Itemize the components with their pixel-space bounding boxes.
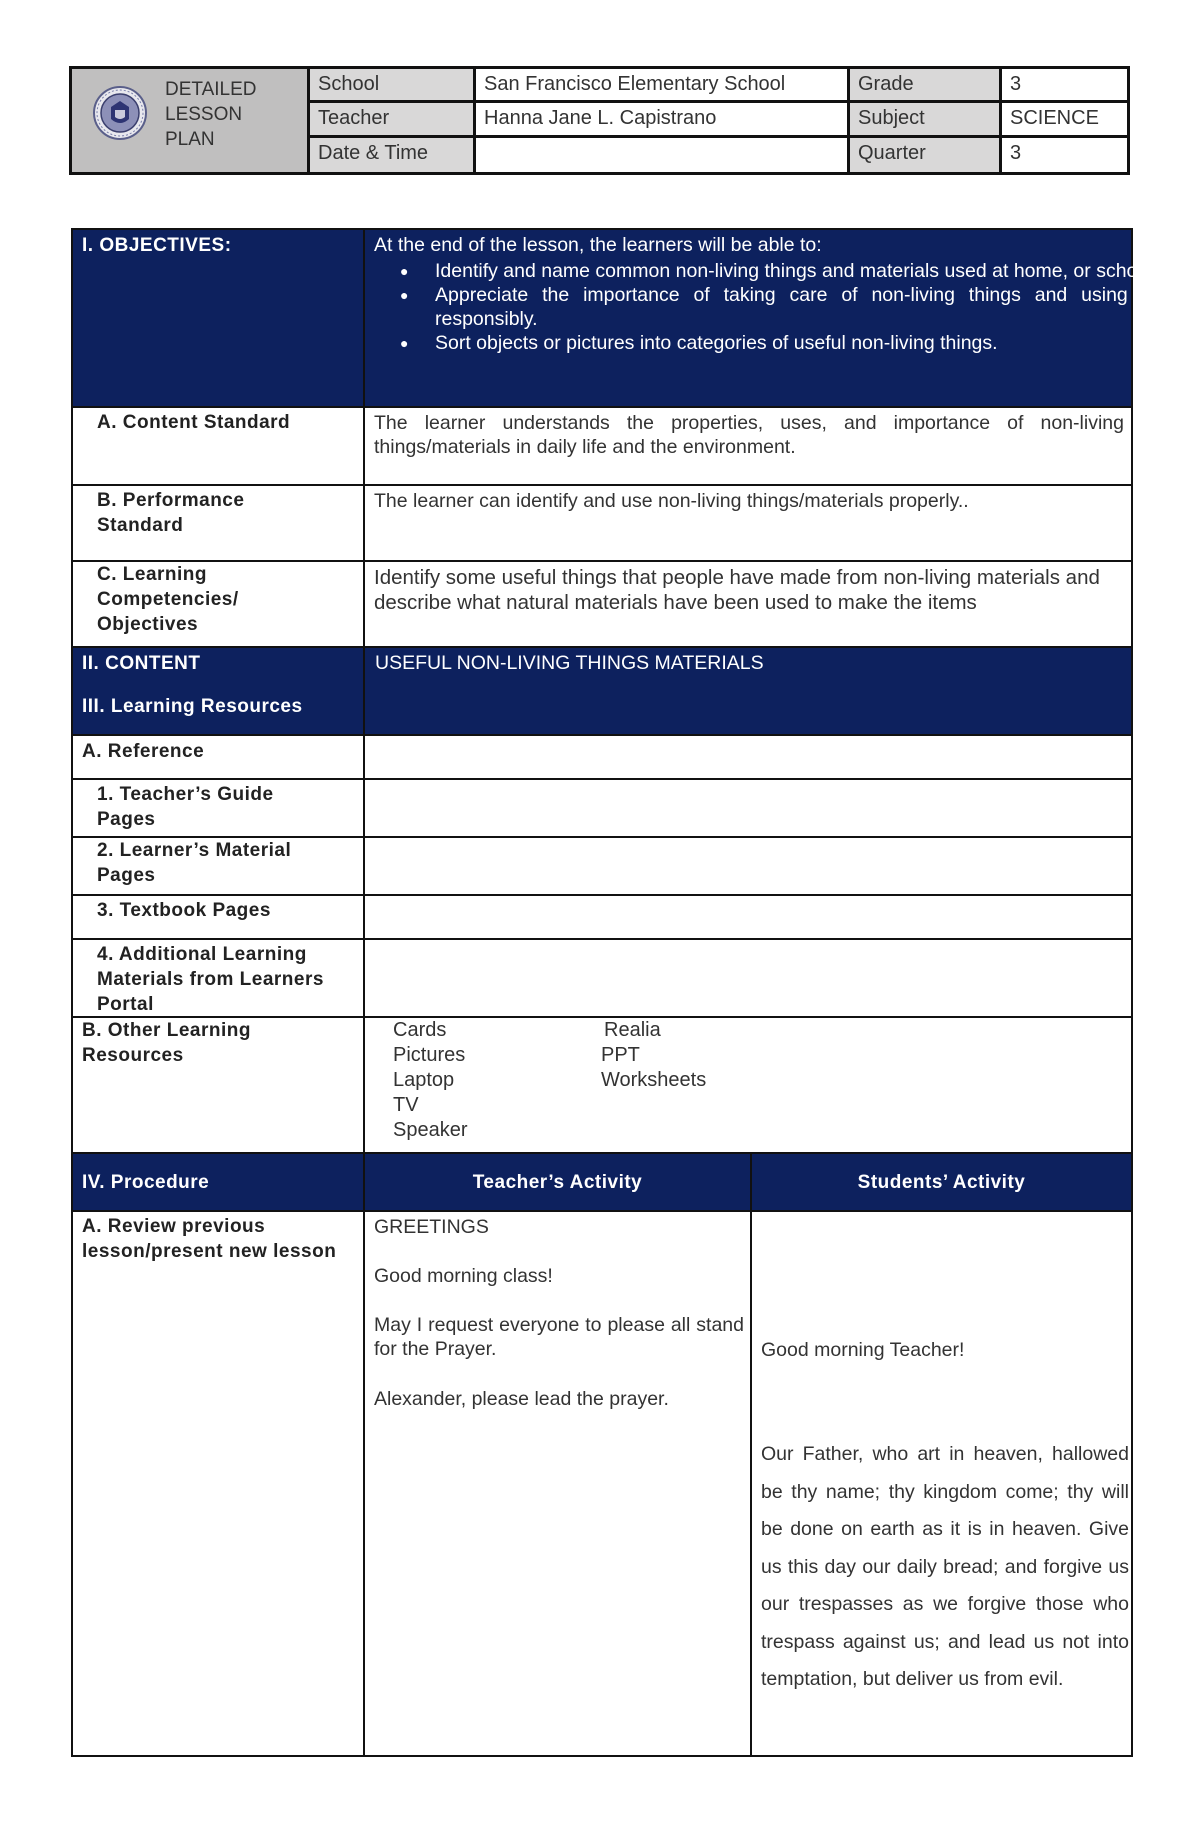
review-row xyxy=(73,1212,1131,1755)
performance-standard-cell xyxy=(365,486,1131,560)
competencies-label-cell xyxy=(73,562,365,646)
teacher-good-morning: Good morning class! xyxy=(374,1265,553,1287)
students-activity-header: Students’ Activity xyxy=(857,1172,1026,1193)
subject-value: SCIENCE xyxy=(999,103,1127,138)
learning-resources-label: III. Learning Resources xyxy=(82,696,303,717)
resource-item: Pictures xyxy=(393,1044,466,1066)
content-value: USEFUL NON-LIVING THINGS MATERIALS xyxy=(375,652,764,674)
grade-value: 3 xyxy=(999,69,1127,103)
label-line: B. Performance xyxy=(97,490,245,511)
competencies-cell xyxy=(365,562,1131,646)
additional-materials-cell xyxy=(365,940,1131,1016)
review-label-cell xyxy=(73,1212,365,1755)
objectives-label: I. OBJECTIVES: xyxy=(82,235,232,256)
other-resources-cell xyxy=(365,1018,1131,1152)
textbook-label: 3. Textbook Pages xyxy=(97,900,271,921)
lesson-plan-table xyxy=(71,228,1185,1757)
label-line: 2. Learner’s Material xyxy=(97,840,292,861)
learners-material-label xyxy=(97,838,291,888)
content-standard-label-cell xyxy=(73,408,365,484)
resource-item: Cards xyxy=(393,1019,447,1041)
additional-materials-row xyxy=(73,940,1131,1018)
additional-materials-label xyxy=(97,942,324,1017)
reference-label: A. Reference xyxy=(82,741,205,762)
teacher-greetings: GREETINGS xyxy=(374,1216,489,1238)
teacher-value: Hanna Jane L. Capistrano xyxy=(473,103,847,138)
objectives-intro: At the end of the lesson, the learners will be able to: xyxy=(374,234,822,256)
performance-standard-row xyxy=(73,486,1131,562)
learners-material-cell xyxy=(365,838,1131,894)
resource-item: Realia xyxy=(604,1019,661,1041)
objective-item: ● Identify and name common non-living things and materials used at home, or school. xyxy=(435,259,1185,283)
content-standard-text: The learner understands the properties, uses, and importance of non-living things/materials in daily life and the environment. xyxy=(374,412,1124,458)
content-value-cell xyxy=(365,648,1131,734)
reference-row xyxy=(73,736,1131,780)
resource-item: TV xyxy=(393,1094,419,1116)
label-line: Objectives xyxy=(97,614,199,635)
label-line: Pages xyxy=(97,809,156,830)
header-title xyxy=(165,77,257,152)
procedure-label-cell xyxy=(73,1154,365,1210)
other-resources-label xyxy=(82,1018,251,1068)
learners-material-row xyxy=(73,838,1131,896)
content-standard-cell xyxy=(365,408,1131,484)
competencies-text: Identify some useful things that people have made from non-living materials and describe what natural materials have been used to make the items xyxy=(374,566,1100,614)
content-standard-label: A. Content Standard xyxy=(97,412,291,433)
teacher-activity-header: Teacher’s Activity xyxy=(472,1172,643,1193)
label-line: Resources xyxy=(82,1045,184,1066)
students-reply: Good morning Teacher! xyxy=(761,1339,965,1361)
teachers-guide-row xyxy=(73,780,1131,838)
competencies-label xyxy=(97,562,239,637)
quarter-value: 3 xyxy=(999,138,1127,172)
header-title-line: DETAILED xyxy=(165,79,257,100)
resources-list-1 xyxy=(393,1018,468,1143)
label-line: Materials from Learners xyxy=(97,969,324,990)
resource-item: PPT xyxy=(601,1044,640,1066)
grade-label: Grade xyxy=(847,69,999,103)
label-line: C. Learning xyxy=(97,564,208,585)
teacher-lead-prayer: Alexander, please lead the prayer. xyxy=(374,1388,669,1410)
teachers-guide-label-cell xyxy=(73,780,365,836)
procedure-label: IV. Procedure xyxy=(82,1172,210,1193)
objective-item: ● Appreciate the importance of taking care of non-living things and using them responsibly. xyxy=(435,283,1185,331)
other-resources-label-cell xyxy=(73,1018,365,1152)
learners-material-label-cell xyxy=(73,838,365,894)
textbook-label-cell xyxy=(73,896,365,938)
procedure-columns-cell xyxy=(365,1154,1131,1210)
header-title-line: LESSON xyxy=(165,104,243,125)
lesson-plan-header xyxy=(69,66,1130,175)
header-title-block xyxy=(72,69,307,172)
column-divider xyxy=(750,1212,752,1755)
content-label: II. CONTENT xyxy=(82,653,201,674)
label-line: lesson/present new lesson xyxy=(82,1241,337,1262)
label-line: Competencies/ xyxy=(97,589,239,610)
resource-item: Worksheets xyxy=(601,1069,707,1091)
deped-seal-icon xyxy=(92,85,148,141)
objectives-list xyxy=(365,259,1185,355)
quarter-label: Quarter xyxy=(847,138,999,172)
other-resources-row xyxy=(73,1018,1131,1154)
students-prayer: Our Father, who art in heaven, hallowed be thy name; thy kingdom come; thy will be done on earth as it is in heaven. Give us this day our daily bread; and forgive us our trespasses as we forgive those who trespass against us; and lead us not into temptation, but deliver us from evil. xyxy=(761,1443,1129,1690)
content-row xyxy=(73,648,1131,736)
label-line: Pages xyxy=(97,865,156,886)
label-line: 1. Teacher’s Guide xyxy=(97,784,274,805)
additional-materials-label-cell xyxy=(73,940,365,1016)
teacher-request: May I request everyone to please all stand for the Prayer. xyxy=(374,1314,744,1360)
textbook-row xyxy=(73,896,1131,940)
objectives-content-cell xyxy=(365,230,1185,406)
label-line: B. Other Learning xyxy=(82,1020,251,1041)
resources-list-2 xyxy=(601,1018,706,1093)
label-line: A. Review previous xyxy=(82,1216,266,1237)
procedure-header-row xyxy=(73,1154,1131,1212)
school-value: San Francisco Elementary School xyxy=(473,69,847,103)
performance-standard-label-cell xyxy=(73,486,365,560)
reference-cell xyxy=(365,736,1131,778)
review-content-cell xyxy=(365,1212,1131,1755)
textbook-cell xyxy=(365,896,1131,938)
label-line: 4. Additional Learning xyxy=(97,944,307,965)
performance-standard-text: The learner can identify and use non-living things/materials properly.. xyxy=(374,490,969,512)
objective-item: ● Sort objects or pictures into categories of useful non-living things. xyxy=(435,331,1185,355)
teachers-guide-label xyxy=(97,782,274,832)
label-line: Standard xyxy=(97,515,184,536)
subject-label: Subject xyxy=(847,103,999,138)
review-label xyxy=(82,1214,336,1264)
teachers-guide-cell xyxy=(365,780,1131,836)
school-label: School xyxy=(307,69,473,103)
reference-label-cell xyxy=(73,736,365,778)
performance-standard-label xyxy=(97,488,244,538)
label-line: Portal xyxy=(97,994,154,1015)
objectives-label-cell xyxy=(73,230,365,406)
resource-item: Laptop xyxy=(393,1069,455,1091)
resource-item: Speaker xyxy=(393,1119,468,1141)
content-standard-row xyxy=(73,408,1131,486)
header-title-line: PLAN xyxy=(165,129,215,150)
competencies-row xyxy=(73,562,1131,648)
content-label-cell xyxy=(73,648,365,734)
datetime-label: Date & Time xyxy=(307,138,473,172)
objectives-row xyxy=(73,230,1185,408)
datetime-value xyxy=(473,138,847,172)
teacher-label: Teacher xyxy=(307,103,473,138)
